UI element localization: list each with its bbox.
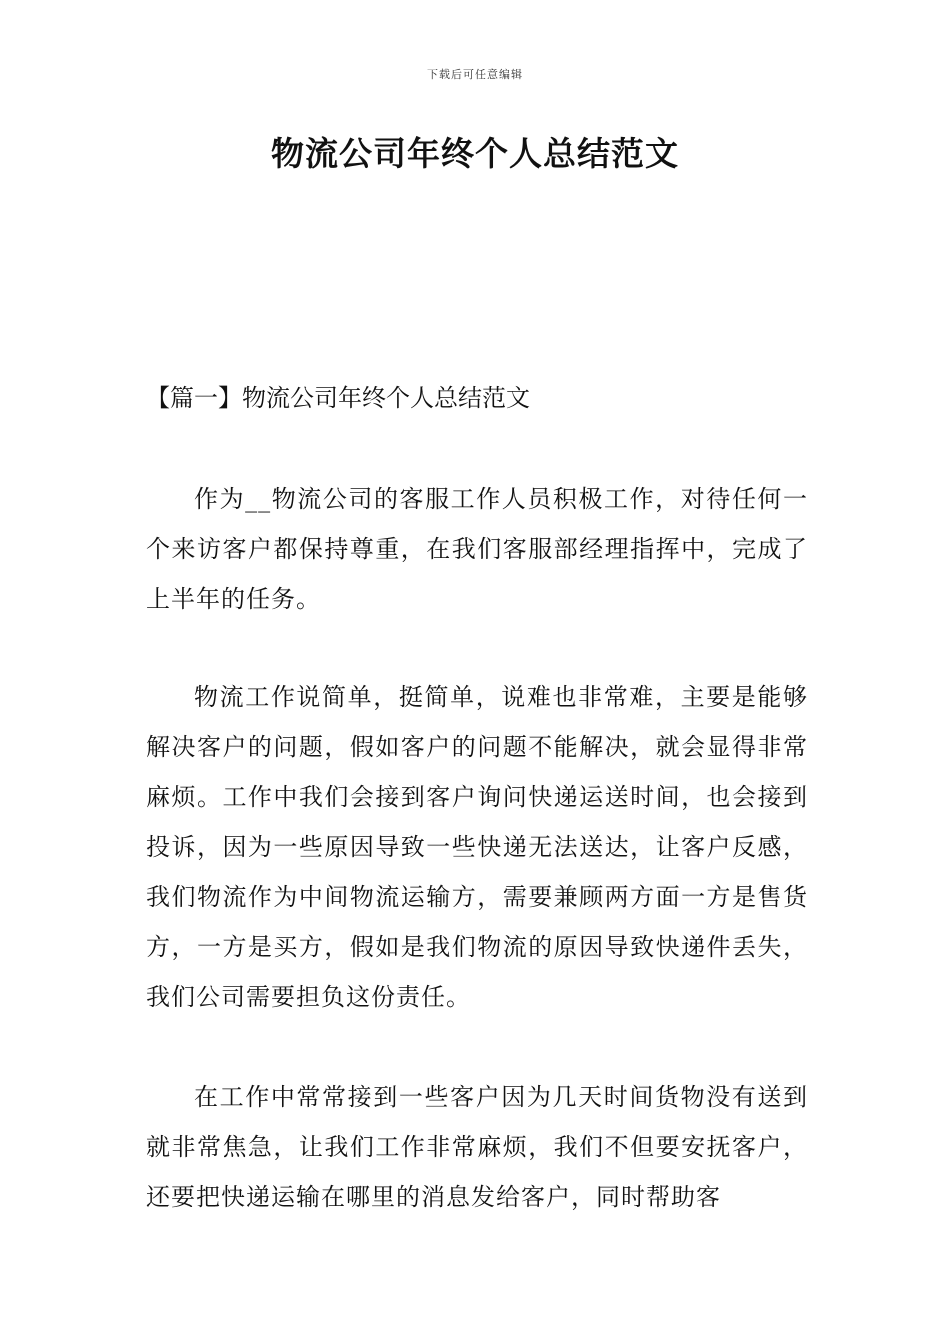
body-paragraph-1: 作为__物流公司的客服工作人员积极工作，对待任何一个来访客户都保持尊重，在我们客服部经理指挥中，完成了上半年的任务。 xyxy=(146,485,808,613)
body-paragraph-2: 物流工作说简单，挺简单，说难也非常难，主要是能够解决客户的问题，假如客户的问题不能解决，就会显得非常麻烦。工作中我们会接到客户询问快递运送时间，也会接到投诉，因为一些原因导致一些快递无法送达，让客户反感，我们物流作为中间物流运输方，需要兼顾两方面一方是售货方，一方是买方，假如是我们物流的原因导致快递件丢失，我们公司需要担负这份责任。 xyxy=(146,683,808,1011)
body-paragraph-3: 在工作中常常接到一些客户因为几天时间货物没有送到就非常焦急，让我们工作非常麻烦，我们不但要安抚客户，还要把快递运输在哪里的消息发给客户，同时帮助客 xyxy=(146,1083,808,1211)
document-title: 物流公司年终个人总结范文 xyxy=(271,134,679,173)
header-note: 下载后可任意编辑 xyxy=(427,68,523,81)
section-heading: 【篇一】物流公司年终个人总结范文 xyxy=(146,384,530,412)
